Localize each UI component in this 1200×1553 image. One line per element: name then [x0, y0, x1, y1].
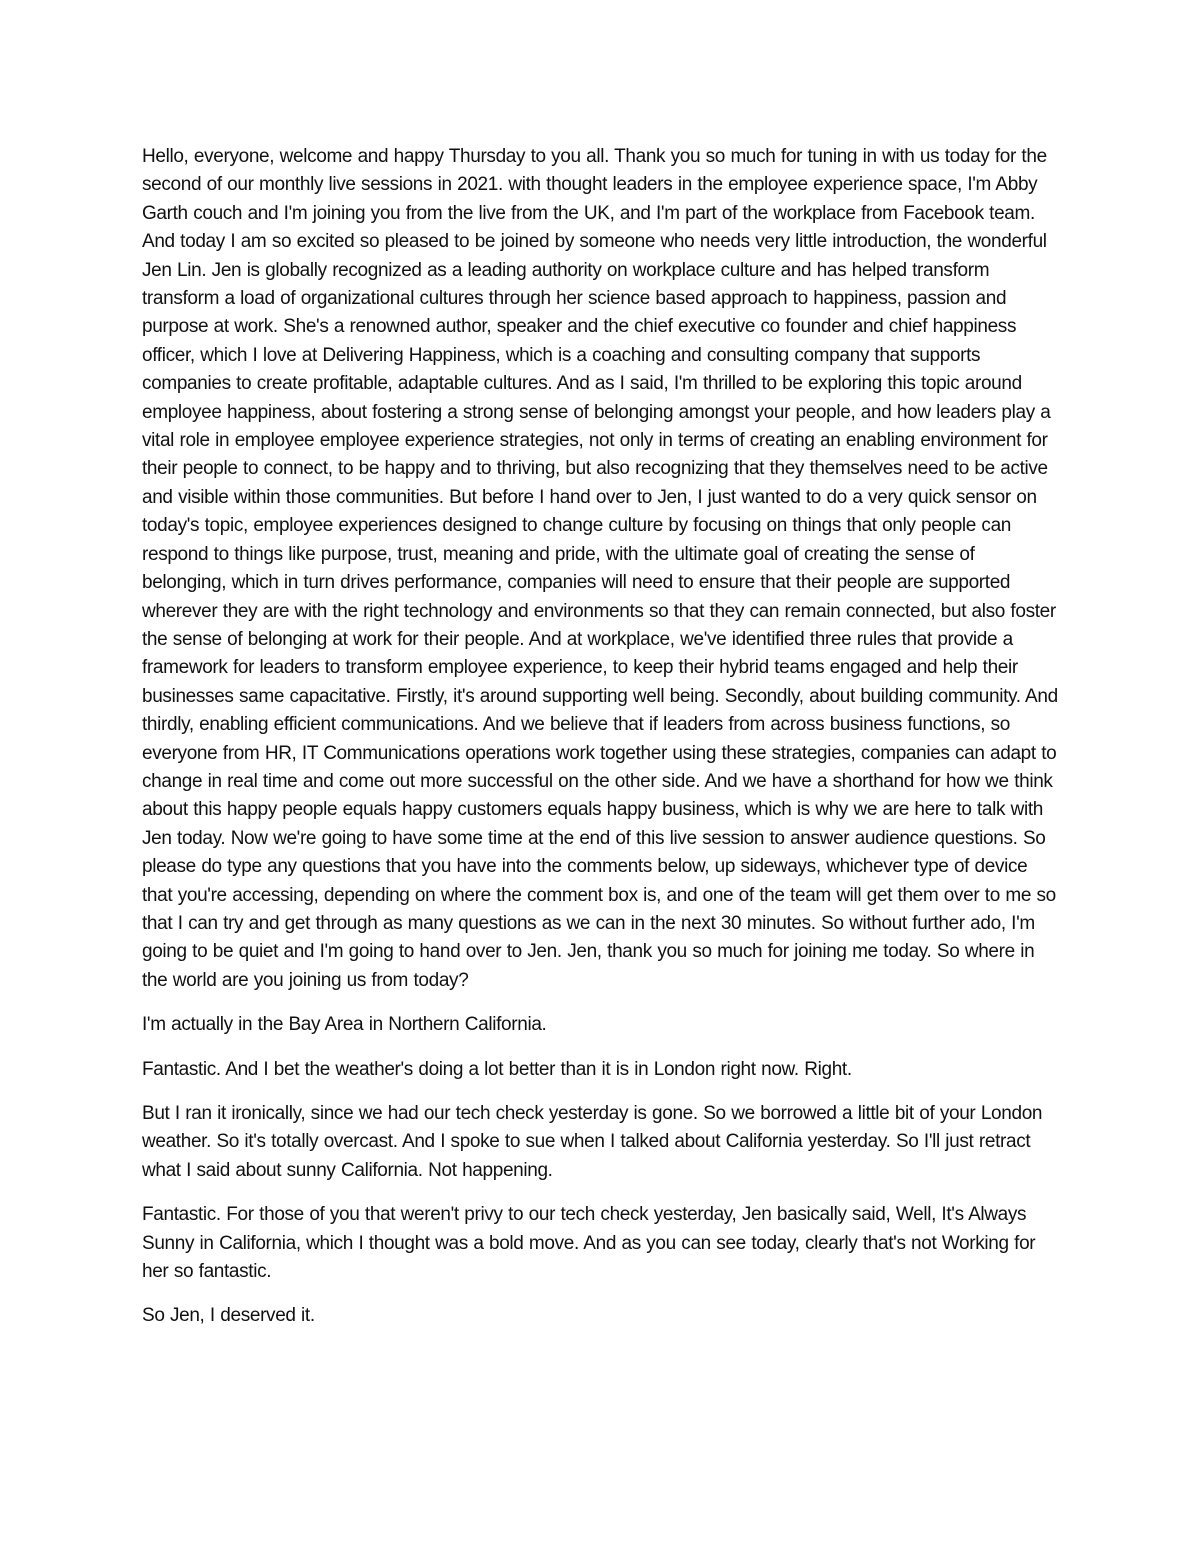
paragraph-tech-check: But I ran it ironically, since we had our tech check yesterday is gone. So we borrowed a little bit of your London weather. So it's totally overcast. And I spoke to sue when I talked about California yesterday. So I'll just retract what I said about sunny California. Not happening.	[142, 1103, 1043, 1181]
paragraph-weather-comment: Fantastic. And I bet the weather's doing a lot better than it is in London right now. Right.	[142, 1058, 852, 1080]
paragraph-intro: Hello, everyone, welcome and happy Thursday to you all. Thank you so much for tuning in with us today for the second of our monthly live sessions in 2021. with thought leaders in the employee experience space, I'm Abby Garth couch and I'm joining you from the live from the UK, and I'm part of the workplace from Facebook team. And today I am so excited so pleased to be joined by someone who needs very little introduction, the wonderful Jen Lin. Jen is globally recognized as a leading authority on workplace culture and has helped transform transform a load of organizational cultures through her science based approach to happiness, passion and purpose at work. She's a renowned author, speaker and the chief executive co founder and chief happiness officer, which I love at Delivering Happiness, which is a coaching and consulting company that supports companies to create profitable, adaptable cultures. And as I said, I'm thrilled to be exploring this topic around employee happiness, about fostering a strong sense of belonging amongst your people, and how leaders play a vital role in employee employee experience strategies, not only in terms of creating an enabling environment for their people to connect, to be happy and to thriving, but also recognizing that they themselves need to be active and visible within those communities. But before I hand over to Jen, I just wanted to do a very quick sensor on today's topic, employee experiences designed to change culture by focusing on things that only people can respond to things like purpose, trust, meaning and pride, with the ultimate goal of creating the sense of belonging, which in turn drives performance, companies will need to ensure that their people are supported wherever they are with the right technology and environments so that they can remain connected, but also foster the sense of belonging at work for their people. And at workplace, we've identified three rules that provide a framework for leaders to transform employee experience, to keep their hybrid teams engaged and help their businesses same capacitative. Firstly, it's around supporting well being. Secondly, about building community. And thirdly, enabling efficient communications. And we believe that if leaders from across business functions, so everyone from HR, IT Communications operations work together using these strategies, companies can adapt to change in real time and come out more successful on the other side. And we have a shorthand for how we think about this happy people equals happy customers equals happy business, which is why we are here to talk with Jen today. Now we're going to have some time at the end of this live session to answer audience questions. So please do type any questions that you have into the comments below, up sideways, whichever type of device that you're accessing, depending on where the comment box is, and one of the team will get them over to me so that I can try and get through as many questions as we can in the next 30 minutes. So without further ado, I'm going to be quiet and I'm going to hand over to Jen. Jen, thank you so much for joining me today. So where in the world are you joining us from today?	[142, 146, 1058, 991]
paragraph-reply-location: I'm actually in the Bay Area in Northern California.	[142, 1014, 547, 1036]
paragraph-closing: So Jen, I deserved it.	[142, 1305, 315, 1327]
paragraph-always-sunny: Fantastic. For those of you that weren't privy to our tech check yesterday, Jen basically said, Well, It's Always Sunny in California, which I thought was a bold move. And as you can see today, clearly that's not Working for her so fantastic.	[142, 1204, 1036, 1283]
document-body	[142, 143, 1062, 1347]
